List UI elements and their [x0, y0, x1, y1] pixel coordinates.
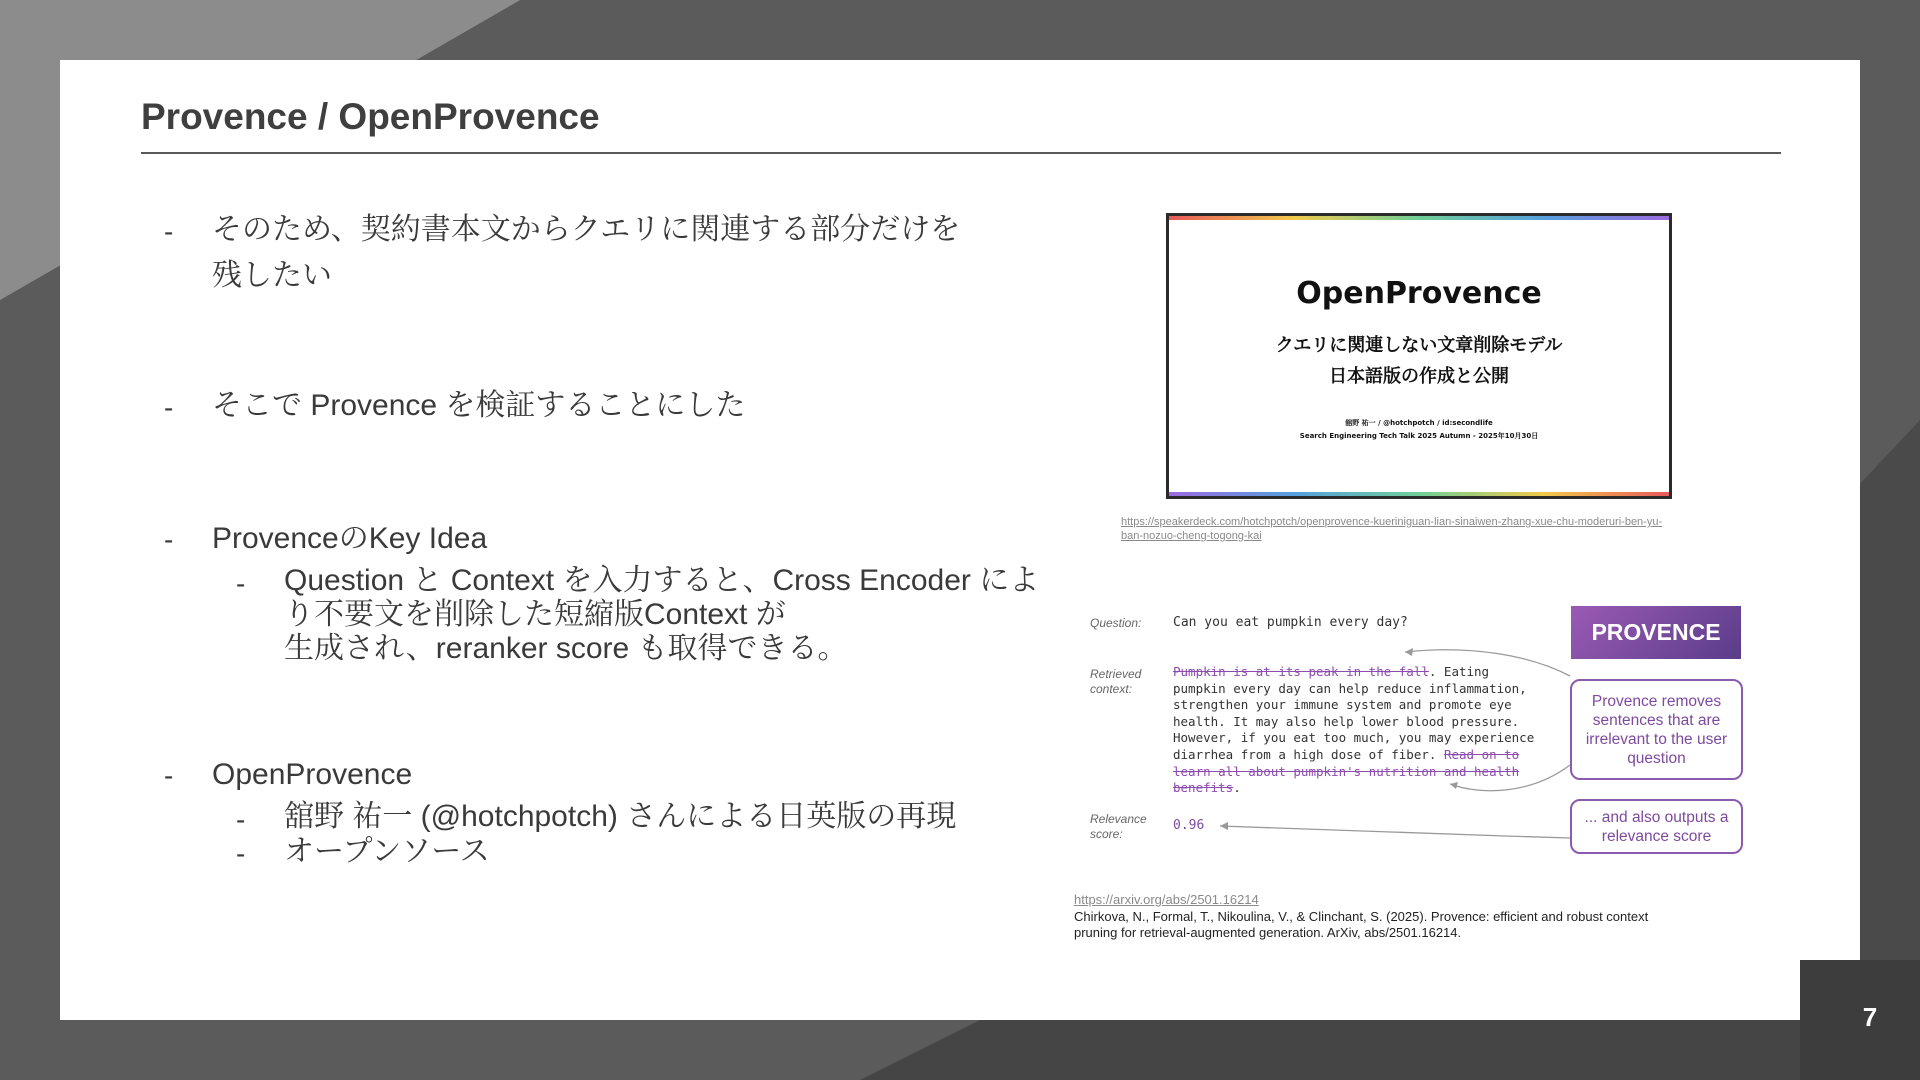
bullet-4: OpenProvence [212, 758, 413, 791]
context-struck-sentence-2-end: benefits [1173, 780, 1234, 796]
context-line: strengthen your immune system and promote eye [1173, 697, 1512, 713]
arxiv-link[interactable]: https://arxiv.org/abs/2501.16214 [1074, 892, 1259, 907]
thumbnail-author: 舘野 祐一 / @hotchpotch / id:secondlife [1345, 419, 1493, 427]
context-label-line-1: Retrieved [1090, 667, 1142, 681]
context-text: diarrhea from a high dose of fiber. [1173, 746, 1444, 762]
relevance-label-line-2: score: [1090, 827, 1123, 841]
bullet-dash: - [164, 216, 174, 247]
context-struck-sentence-2-cont: learn all about pumpkin's nutrition and health [1173, 763, 1520, 779]
citation-line-2: pruning for retrieval-augmented generation. ArXiv, abs/2501.16214. [1074, 925, 1462, 940]
bullet-dash: - [164, 392, 174, 423]
bullet-3: ProvenceのKey Idea [212, 522, 488, 555]
bullet-1-line-2: 残したい [212, 259, 332, 292]
sub-bullet-dash: - [236, 568, 246, 599]
context-struck-sentence-2: Read on to [1443, 746, 1520, 762]
slide-canvas [60, 60, 1860, 1020]
bullet-1-line-1: そのため、契約書本文からクエリに関連する部分だけを [212, 213, 961, 246]
slide-title: Provence / OpenProvence [141, 96, 600, 137]
speakerdeck-link-line-1: https://speakerdeck.com/hotchpotch/openprovence-kueriniguan-lian-sinaiwen-zhang-xue-chu-moderuri-ben-yu- [1121, 516, 1663, 528]
thumbnail-subtitle-2: 日本語版の作成と公開 [1329, 366, 1509, 387]
citation [1074, 909, 1794, 941]
bullet-3-sub-line-3: 生成され、reranker score も取得できる。 [284, 632, 848, 665]
relevance-score-callout: ... and also outputs a relevance score [1570, 799, 1743, 854]
provence-removes-callout: Provence removes sentences that are irrelevant to the user question [1570, 679, 1743, 780]
context-text: . Eating [1428, 664, 1490, 679]
bullet-4-sub-2: オープンソース [284, 835, 490, 868]
thumbnail-title: OpenProvence [1296, 276, 1542, 311]
context-line: health. It may also help lower blood pressure. [1173, 713, 1520, 729]
question-text: Can you eat pumpkin every day? [1173, 615, 1408, 630]
bullet-dash: - [164, 524, 174, 555]
question-label: Question: [1090, 616, 1142, 630]
relevance-score-value: 0.96 [1173, 818, 1205, 833]
context-struck-sentence-1: Pumpkin is at its peak in the fall [1173, 664, 1429, 679]
bullet-dash: - [164, 760, 174, 791]
provence-logo: PROVENCE [1571, 606, 1741, 659]
context-label-line-2: context: [1090, 682, 1133, 696]
sub-bullet-dash: - [236, 838, 246, 869]
bullet-3-sub-line-2: り不要文を削除した短縮版Context が [284, 598, 786, 631]
context-line: However, if you eat too much, you may experience [1173, 730, 1535, 746]
context-text: . [1233, 780, 1241, 796]
context-line: pumpkin every day can help reduce inflammation, [1173, 680, 1527, 696]
citation-line-1: Chirkova, N., Formal, T., Nikoulina, V., & Clinchant, S. (2025). Provence: efficient and robust context [1074, 909, 1649, 924]
relevance-label-line-1: Relevance [1090, 812, 1147, 826]
speakerdeck-link-line-2: ban-nozuo-cheng-togong-kai [1121, 530, 1262, 542]
figure-arrows [60, 60, 1860, 1020]
thumbnail-event: Search Engineering Tech Talk 2025 Autumn - 2025年10月30日 [1299, 432, 1539, 440]
bullet-3-sub-line-1: Question と Context を入力すると、Cross Encoder によ [284, 564, 1040, 597]
bullet-2: そこで Provence を検証することにした [212, 389, 746, 422]
page-number: 7 [1862, 1002, 1878, 1032]
sub-bullet-dash: - [236, 804, 246, 835]
bullet-4-sub-1: 舘野 祐一 (@hotchpotch) さんによる日英版の再現 [284, 800, 957, 833]
thumbnail-subtitle-1: クエリに関連しない文章削除モデル [1275, 335, 1563, 356]
